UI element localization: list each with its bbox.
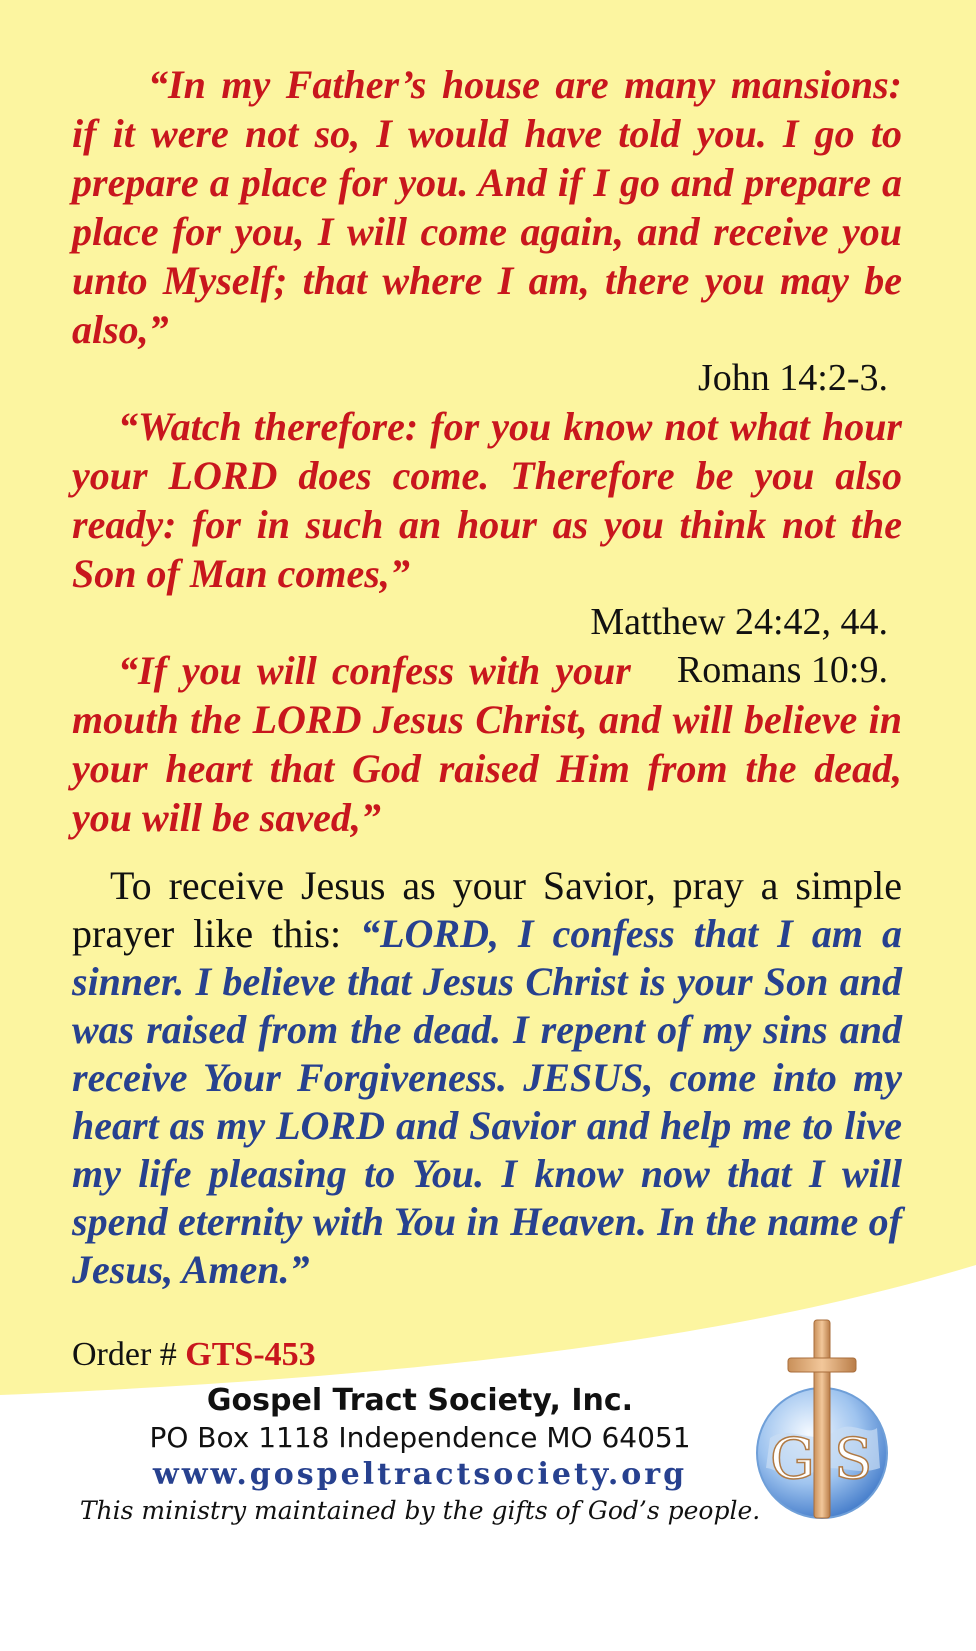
reference-john: John 14:2-3.	[698, 357, 888, 399]
order-number	[72, 1336, 316, 1374]
order-label: Order #	[72, 1336, 186, 1373]
mailing-address: PO Box 1118 Independence MO 64051	[149, 1421, 691, 1454]
organization-name: Gospel Tract Society, Inc.	[206, 1383, 634, 1418]
verse-romans-text: “If you will confess with your mouth the LORD Jesus Christ, and will believe in your heart that God raised Him from the dead, you will be saved,”	[72, 648, 902, 840]
prayer-section	[72, 862, 902, 1294]
cross-globe-icon	[752, 1318, 892, 1528]
order-code: GTS-453	[185, 1336, 316, 1373]
verse-romans	[72, 646, 902, 842]
reference-romans: Romans 10:9.	[676, 649, 888, 691]
logo-letter-g: G	[770, 1427, 815, 1492]
ministry-note: This ministry maintained by the gifts of God’s people.	[79, 1496, 761, 1525]
prayer-text: “LORD, I confess that I am a sinner. I believe that Jesus Christ is your Son and was raised from the dead. I repent of my sins and receive Your Forgiveness. JESUS, come into my heart as my LORD and Savior and help me to live my life pleasing to You. I know now that I will spend eternity with You in Heaven. In the name of Jesus, Amen.”	[72, 911, 902, 1292]
publisher-footer	[40, 1382, 800, 1528]
reference-matthew: Matthew 24:42, 44.	[590, 601, 888, 643]
prayer-intro: To receive Jesus as your Savior, pray a simple prayer like this:	[72, 863, 902, 956]
prayer-paragraph	[72, 862, 902, 1294]
logo-letter-s: S	[834, 1427, 873, 1492]
website-link[interactable]: www.gospeltractsociety.org	[152, 1457, 688, 1492]
verses-section	[72, 60, 902, 1294]
verse-john: “In my Father’s house are many mansions: if it were not so, I would have told you. I go to prepare a place for you. And if I go and prepare a place for you, I will come again, and receive you unto Myself; that where I am, there you may be also,”	[72, 62, 902, 352]
verse-matthew: “Watch therefore: for you know not what hour your LORD does come. Therefore be you also ready: for in such an hour as you think not the Son of Man comes,”	[72, 404, 902, 596]
